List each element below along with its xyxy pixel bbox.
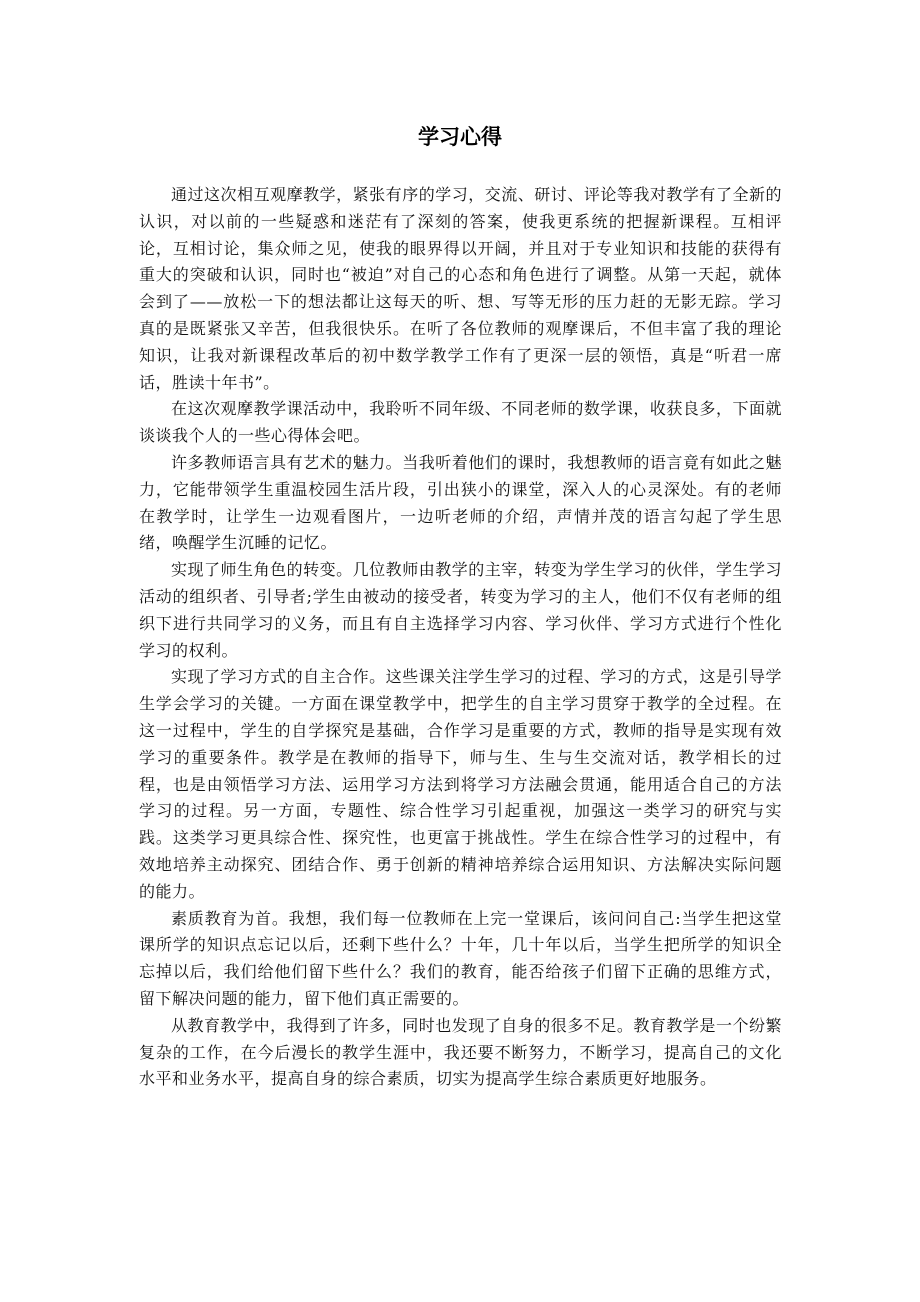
- paragraph-5: 实现了学习方式的自主合作。这些课关注学生学习的过程、学习的方式，这是引导学生学会学习的关键。一方面在课堂教学中，把学生的自主学习贯穿于教学的全过程。在这一过程中，学生的自学探究是基础，合作学习是重要的方式，教师的指导是实现有效学习的重要条件。教学是在教师的指导下，师与生、生与生交流对话，教学相长的过程，也是由领悟学习方法、运用学习方法到将学习方法融会贯通，能用适合自己的方法学习的过程。另一方面，专题性、综合性学习引起重视，加强这一类学习的研究与实践。这类学习更具综合性、探究性，也更富于挑战性。学生在综合性学习的过程中，有效地培养主动探究、团结合作、勇于创新的精神培养综合运用知识、方法解决实际问题的能力。: [139, 667, 782, 901]
- paragraph-2: 在这次观摩教学课活动中，我聆听不同年级、不同老师的数学课，收获良多，下面就谈谈我个人的一些心得体会吧。: [139, 399, 782, 446]
- paragraph-6: 素质教育为首。我想，我们每一位教师在上完一堂课后，该问问自己:当学生把这堂课所学的知识点忘记以后，还剩下些什么？十年，几十年以后，当学生把所学的知识全忘掉以后，我们给他们留下些什么？我们的教育，能否给孩子们留下正确的思维方式，留下解决问题的能力，留下他们真正需要的。: [139, 908, 782, 1008]
- document-body: [139, 182, 782, 1093]
- paragraph-1: 通过这次相互观摩教学，紧张有序的学习，交流、研讨、评论等我对教学有了全新的认识，对以前的一些疑惑和迷茫有了深刻的答案，使我更系统的把握新课程。互相评论，互相讨论，集众师之见，使我的眼界得以开阔，并且对于专业知识和技能的获得有重大的突破和认识，同时也“被迫”对自己的心态和角色进行了调整。从第一天起，就体会到了——放松一下的想法都让这每天的听、想、写等无形的压力赶的无影无踪。学习真的是既紧张又辛苦，但我很快乐。在听了各位教师的观摩课后，不但丰富了我的理论知识，让我对新课程改革后的初中数学教学工作有了更深一层的领悟，真是“听君一席话，胜读十年书”。: [139, 185, 782, 392]
- paragraph-7: 从教育教学中，我得到了许多，同时也发现了自身的很多不足。教育教学是一个纷繁复杂的工作，在今后漫长的教学生涯中，我还要不断努力，不断学习，提高自己的文化水平和业务水平，提高自身的综合素质，切实为提高学生综合素质更好地服务。: [139, 1015, 782, 1089]
- document-title: 学习心得: [418, 125, 502, 149]
- paragraph-3: 许多教师语言具有艺术的魅力。当我听着他们的课时，我想教师的语言竟有如此之魅力，它能带领学生重温校园生活片段，引出狭小的课堂，深入人的心灵深处。有的老师在教学时，让学生一边观看图片，一边听老师的介绍，声情并茂的语言勾起了学生思绪，唤醒学生沉睡的记忆。: [139, 452, 782, 553]
- paragraph-4: 实现了师生角色的转变。几位教师由教学的主宰，转变为学生学习的伙伴，学生学习活动的组织者、引导者;学生由被动的接受者，转变为学习的主人，他们不仅有老师的组织下进行共同学习的义务，而且有自主选择学习内容、学习伙伴、学习方式进行个性化学习的权利。: [139, 560, 782, 660]
